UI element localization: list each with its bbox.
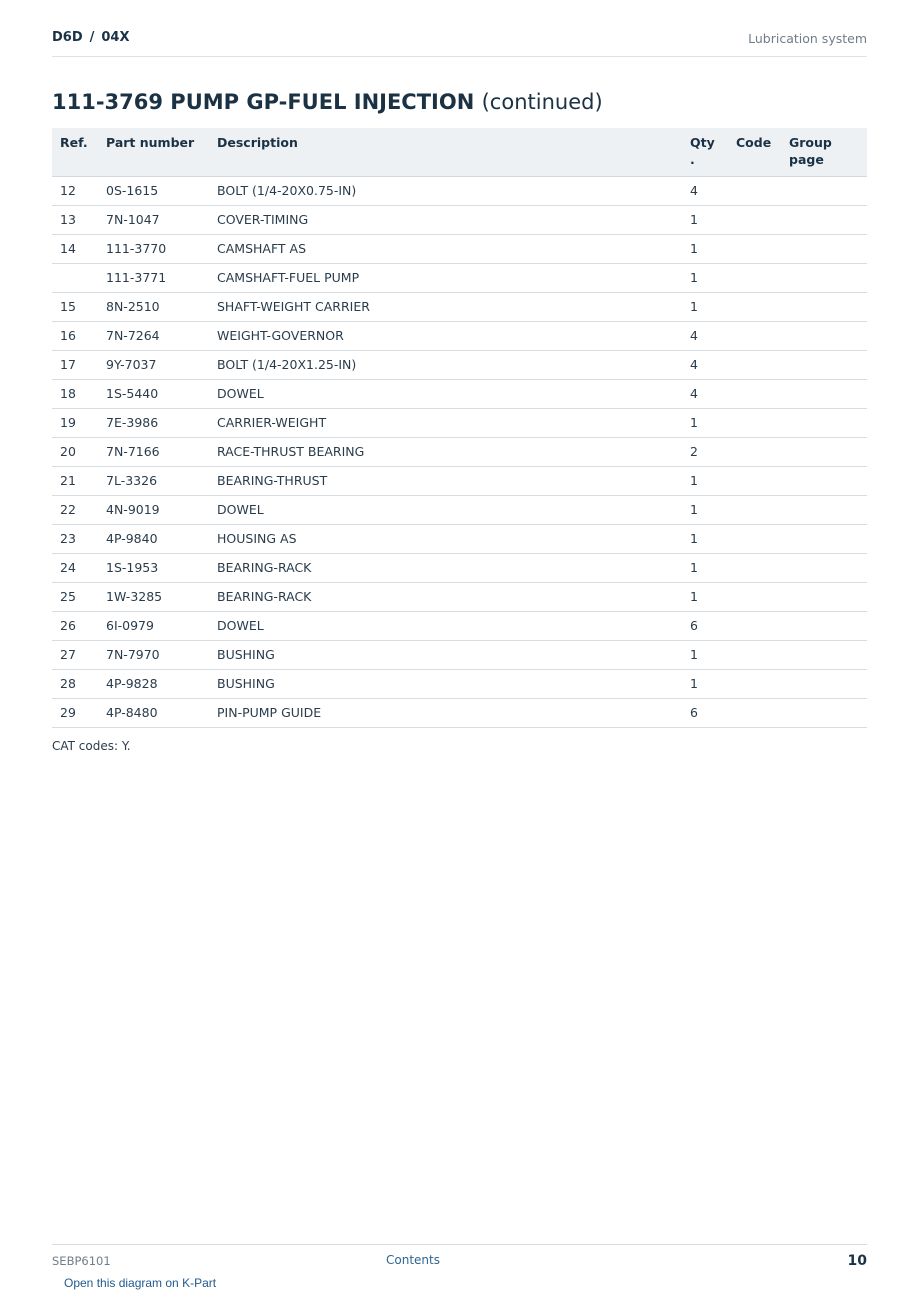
ref-cell: 12 xyxy=(52,176,98,205)
table-row xyxy=(52,553,867,582)
part-number-cell: 9Y-7037 xyxy=(98,350,209,379)
description-cell: BUSHING xyxy=(209,669,682,698)
serial-prefix-label: 04X xyxy=(101,30,130,45)
code-cell xyxy=(728,234,781,263)
qty-cell: 1 xyxy=(682,466,728,495)
group-page-cell xyxy=(781,205,867,234)
breadcrumb xyxy=(52,30,130,45)
description-cell: CAMSHAFT-FUEL PUMP xyxy=(209,263,682,292)
table-row xyxy=(52,205,867,234)
table-row xyxy=(52,292,867,321)
column-header-ref: Ref. xyxy=(52,128,98,176)
model-label: D6D xyxy=(52,30,83,45)
description-cell: DOWEL xyxy=(209,495,682,524)
description-cell: BEARING-RACK xyxy=(209,553,682,582)
group-page-cell xyxy=(781,292,867,321)
description-cell: HOUSING AS xyxy=(209,524,682,553)
qty-cell: 4 xyxy=(682,379,728,408)
ref-cell xyxy=(52,263,98,292)
column-header-qty: Qty . xyxy=(682,128,728,176)
description-cell: BOLT (1/4-20X1.25-IN) xyxy=(209,350,682,379)
group-page-cell xyxy=(781,466,867,495)
part-number-cell: 4N-9019 xyxy=(98,495,209,524)
ref-cell: 20 xyxy=(52,437,98,466)
code-cell xyxy=(728,205,781,234)
table-row xyxy=(52,263,867,292)
open-in-kpart-link[interactable]: Open this diagram on K-Part xyxy=(64,1276,217,1290)
part-number-cell: 4P-9828 xyxy=(98,669,209,698)
ref-cell: 15 xyxy=(52,292,98,321)
description-cell: WEIGHT-GOVERNOR xyxy=(209,321,682,350)
description-cell: DOWEL xyxy=(209,611,682,640)
qty-cell: 6 xyxy=(682,698,728,727)
part-number-cell: 4P-8480 xyxy=(98,698,209,727)
ref-cell: 23 xyxy=(52,524,98,553)
qty-cell: 1 xyxy=(682,234,728,263)
part-number-cell: 1W-3285 xyxy=(98,582,209,611)
group-page-cell xyxy=(781,321,867,350)
group-page-cell xyxy=(781,640,867,669)
qty-cell: 1 xyxy=(682,495,728,524)
part-number-cell: 7N-7264 xyxy=(98,321,209,350)
ref-cell: 17 xyxy=(52,350,98,379)
description-cell: BEARING-THRUST xyxy=(209,466,682,495)
qty-cell: 1 xyxy=(682,553,728,582)
code-cell xyxy=(728,466,781,495)
code-cell xyxy=(728,292,781,321)
ref-cell: 14 xyxy=(52,234,98,263)
group-page-cell xyxy=(781,698,867,727)
group-page-cell xyxy=(781,582,867,611)
ref-cell: 18 xyxy=(52,379,98,408)
table-row xyxy=(52,437,867,466)
part-number-cell: 111-3771 xyxy=(98,263,209,292)
description-cell: SHAFT-WEIGHT CARRIER xyxy=(209,292,682,321)
table-row xyxy=(52,350,867,379)
document-id: SEBP6101 xyxy=(52,1254,111,1268)
part-number-cell: 8N-2510 xyxy=(98,292,209,321)
ref-cell: 28 xyxy=(52,669,98,698)
ref-cell: 19 xyxy=(52,408,98,437)
code-cell xyxy=(728,553,781,582)
column-header-part-number: Part number xyxy=(98,128,209,176)
part-number-cell: 1S-1953 xyxy=(98,553,209,582)
group-page-cell xyxy=(781,524,867,553)
column-header-group-page: Group page xyxy=(781,128,867,176)
group-page-cell xyxy=(781,669,867,698)
qty-cell: 4 xyxy=(682,350,728,379)
code-cell xyxy=(728,698,781,727)
group-page-cell xyxy=(781,553,867,582)
part-number-cell: 4P-9840 xyxy=(98,524,209,553)
table-row xyxy=(52,495,867,524)
ref-cell: 27 xyxy=(52,640,98,669)
description-cell: DOWEL xyxy=(209,379,682,408)
code-cell xyxy=(728,321,781,350)
group-page-cell xyxy=(781,495,867,524)
table-row xyxy=(52,640,867,669)
part-number-cell: 7N-1047 xyxy=(98,205,209,234)
qty-cell: 1 xyxy=(682,582,728,611)
ref-cell: 13 xyxy=(52,205,98,234)
qty-cell: 6 xyxy=(682,611,728,640)
ref-cell: 29 xyxy=(52,698,98,727)
code-cell xyxy=(728,437,781,466)
group-page-cell xyxy=(781,176,867,205)
code-cell xyxy=(728,379,781,408)
group-page-cell xyxy=(781,350,867,379)
header-row xyxy=(52,128,867,176)
table-row xyxy=(52,234,867,263)
group-page-cell xyxy=(781,408,867,437)
table-row xyxy=(52,176,867,205)
part-number-cell: 7N-7166 xyxy=(98,437,209,466)
description-cell: COVER-TIMING xyxy=(209,205,682,234)
table-row xyxy=(52,698,867,727)
part-number-cell: 7E-3986 xyxy=(98,408,209,437)
parts-table xyxy=(52,128,867,728)
code-cell xyxy=(728,611,781,640)
code-cell xyxy=(728,640,781,669)
group-page-cell xyxy=(781,263,867,292)
group-page-cell xyxy=(781,611,867,640)
table-body xyxy=(52,176,867,727)
group-page-cell xyxy=(781,437,867,466)
section-name: Lubrication system xyxy=(748,31,867,46)
title-main: 111-3769 PUMP GP-FUEL INJECTION xyxy=(52,90,475,114)
qty-cell: 1 xyxy=(682,263,728,292)
table-row xyxy=(52,466,867,495)
table-row xyxy=(52,408,867,437)
description-cell: RACE-THRUST BEARING xyxy=(209,437,682,466)
qty-cell: 1 xyxy=(682,292,728,321)
qty-cell: 1 xyxy=(682,205,728,234)
code-cell xyxy=(728,524,781,553)
description-cell: CAMSHAFT AS xyxy=(209,234,682,263)
cat-codes-note: CAT codes: Y. xyxy=(52,739,131,753)
breadcrumb-separator: / xyxy=(89,30,95,45)
table-row xyxy=(52,582,867,611)
table-row xyxy=(52,669,867,698)
contents-link[interactable]: Contents xyxy=(386,1253,440,1267)
qty-cell: 1 xyxy=(682,408,728,437)
part-number-cell: 0S-1615 xyxy=(98,176,209,205)
code-cell xyxy=(728,263,781,292)
description-cell: CARRIER-WEIGHT xyxy=(209,408,682,437)
description-cell: BUSHING xyxy=(209,640,682,669)
part-number-cell: 111-3770 xyxy=(98,234,209,263)
ref-cell: 22 xyxy=(52,495,98,524)
column-header-description: Description xyxy=(209,128,682,176)
code-cell xyxy=(728,669,781,698)
ref-cell: 21 xyxy=(52,466,98,495)
title-suffix: (continued) xyxy=(481,90,603,114)
part-number-cell: 6I-0979 xyxy=(98,611,209,640)
qty-cell: 4 xyxy=(682,321,728,350)
table-row xyxy=(52,524,867,553)
ref-cell: 26 xyxy=(52,611,98,640)
part-number-cell: 7L-3326 xyxy=(98,466,209,495)
code-cell xyxy=(728,582,781,611)
qty-cell: 2 xyxy=(682,437,728,466)
group-page-cell xyxy=(781,234,867,263)
qty-cell: 4 xyxy=(682,176,728,205)
ref-cell: 25 xyxy=(52,582,98,611)
part-number-cell: 1S-5440 xyxy=(98,379,209,408)
qty-cell: 1 xyxy=(682,669,728,698)
table-row xyxy=(52,611,867,640)
code-cell xyxy=(728,408,781,437)
table-header xyxy=(52,128,867,176)
code-cell xyxy=(728,350,781,379)
table-row xyxy=(52,321,867,350)
ref-cell: 24 xyxy=(52,553,98,582)
group-page-cell xyxy=(781,379,867,408)
description-cell: PIN-PUMP GUIDE xyxy=(209,698,682,727)
description-cell: BEARING-RACK xyxy=(209,582,682,611)
code-cell xyxy=(728,495,781,524)
ref-cell: 16 xyxy=(52,321,98,350)
page-header xyxy=(52,28,867,57)
page-title xyxy=(52,90,603,114)
qty-cell: 1 xyxy=(682,524,728,553)
qty-cell: 1 xyxy=(682,640,728,669)
table-row xyxy=(52,379,867,408)
description-cell: BOLT (1/4-20X0.75-IN) xyxy=(209,176,682,205)
page-number: 10 xyxy=(847,1253,867,1269)
part-number-cell: 7N-7970 xyxy=(98,640,209,669)
code-cell xyxy=(728,176,781,205)
column-header-code: Code xyxy=(728,128,781,176)
